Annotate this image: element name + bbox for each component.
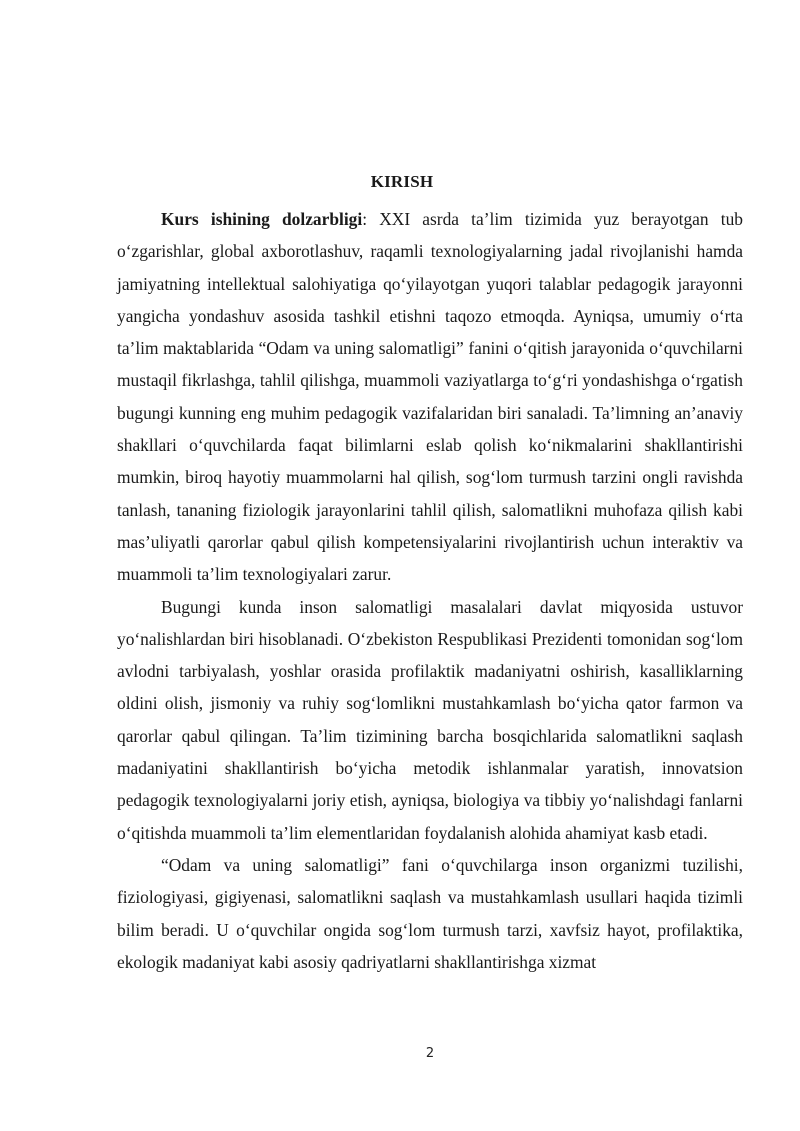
paragraph-text: : XXI asrda ta’lim tizimida yuz berayotgan tub o‘zgarishlar, global axborotlashuv, raqamli texnologiyalarning jadal rivojlanishi hamda jamiyatning intellektual salohiyatiga qo‘yilayotgan yuqori talablar pedagogik jarayonni yangicha yondashuv asosida tashkil etishni taqozo etmoqda. Ayniqsa, umumiy o‘rta ta’lim maktablarida “Odam va uning salomatligi” fanini o‘qitish jarayonida o‘quvchilarni mustaqil fikrlashga, tahlil qilishga, muammoli vaziyatlarga to‘g‘ri yondashishga o‘rgatish bugungi kunning eng muhim pedagogik vazifalaridan biri sanaladi. Ta’limning an’anaviy shakllari o‘quvchilarda faqat bilimlarni eslab qolish ko‘nikmalarini shakllantirishi mumkin, biroq hayotiy muammolarni hal qilish, sog‘lom turmush tarzini ongli ravishda tanlash, tananing fiziologik jarayonlarini tahlil qilish, salomatlikni muhofaza qilish kabi mas’uliyatli qarorlar qabul qilish kompetensiyalarini rivojlantirish uchun interaktiv va muammoli ta’lim texnologiyalari zarur.	[117, 209, 743, 585]
paragraph-subject	[117, 849, 743, 978]
body-text	[117, 203, 743, 978]
paragraph-text: Bugungi kunda inson salomatligi masalalari davlat miqyosida ustuvor yo‘nalishlardan biri hisoblanadi. O‘zbekiston Respublikasi Prezidenti tomonidan sog‘lom avlodni tarbiyalash, yoshlar orasida profilaktik madaniyatni oshirish, kasalliklarning oldini olish, jismoniy va ruhiy sog‘lomlikni mustahkamlash bo‘yicha qator farmon va qarorlar qabul qilingan. Ta’lim tizimining barcha bosqichlarida salomatlikni saqlash madaniyatini shakllantirish bo‘yicha metodik ishlanmalar yaratish, innovatsion pedagogik texnologiyalarni joriy etish, ayniqsa, biologiya va tibbiy yo‘nalishdagi fanlarni o‘qitishda muammoli ta’lim elementlaridan foydalanish alohida ahamiyat kasb etadi.	[117, 596, 743, 843]
paragraph-relevance	[117, 203, 743, 591]
paragraph-text: “Odam va uning salomatligi” fani o‘quvchilarga inson organizmi tuzilishi, fiziologiyasi, gigiyenasi, salomatlikni saqlash va mustahkamlash usullari haqida tizimli bilim beradi. U o‘quvchilar ongida sog‘lom turmush tarzi, xavfsiz hayot, profilaktika, ekologik madaniyat kabi asosiy qadriyatlarni shakllantirishga xizmat	[117, 854, 743, 972]
paragraph-lead: Kurs ishining dolzarbligi	[161, 209, 363, 229]
paragraph-state-priority	[117, 591, 743, 849]
page-number: 2	[425, 1046, 435, 1061]
section-heading: KIRISH	[370, 172, 434, 191]
